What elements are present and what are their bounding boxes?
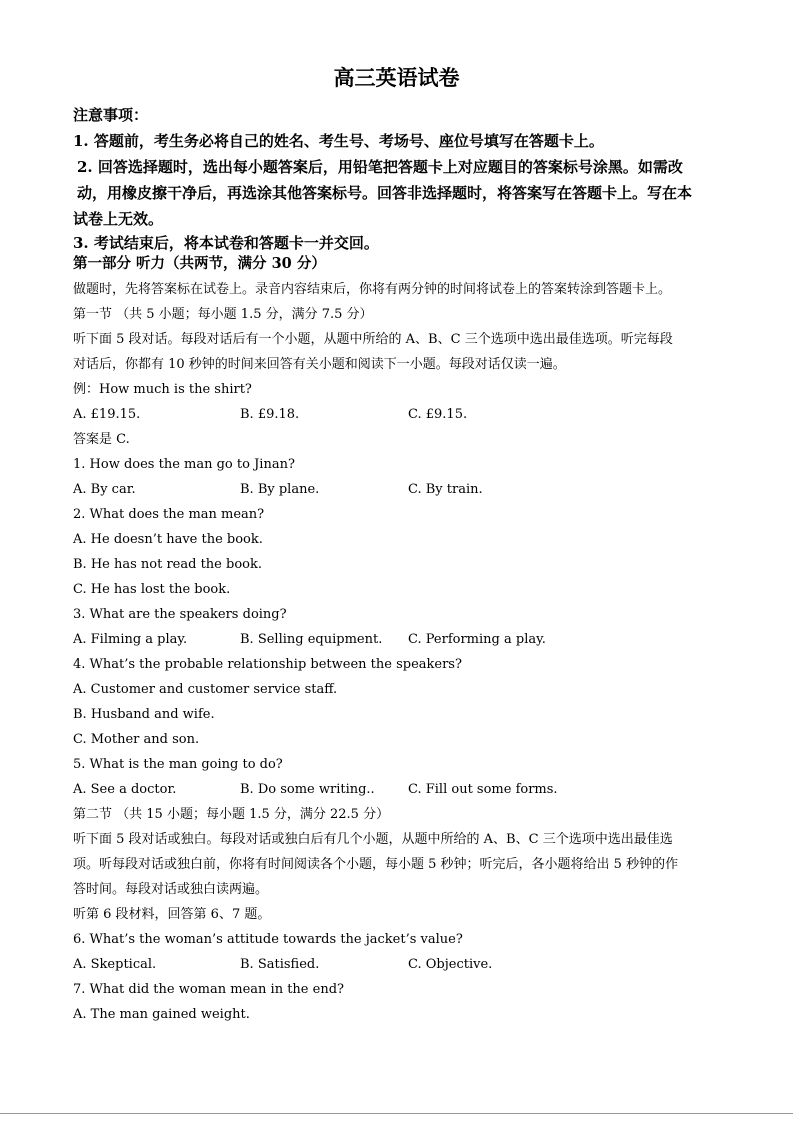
notice-item-2-end: 试卷上无效。 — [73, 210, 164, 228]
q1-option-b: B. By plane. — [240, 482, 320, 497]
q4-option-a: A. Customer and customer service staff. — [73, 682, 338, 697]
q3-option-c: C. Performing a play. — [408, 632, 546, 647]
q2-option-a: A. He doesn’t have the book. — [73, 532, 263, 547]
q4-option-b: B. Husband and wife. — [73, 707, 215, 722]
q2-option-b: B. He has not read the book. — [73, 557, 262, 572]
section2-instructions-1: 听下面 5 段对话或独白。每段对话或独白后有几个小题，从题中所给的 A、B、C 三个选项中选出最佳选 — [73, 832, 673, 847]
notice-heading: 注意事项： — [73, 106, 149, 124]
part1-heading: 第一部分 听力（共两节，满分 30 分） — [73, 255, 326, 272]
example-option-c: C. £9.15. — [408, 407, 468, 422]
q1-option-a: A. By car. — [73, 482, 136, 497]
q6-option-b: B. Satisfied. — [240, 957, 320, 972]
notice-item-3: 3. 考试结束后，将本试卷和答题卡一并交回。 — [73, 234, 379, 252]
q5-option-a: A. See a doctor. — [73, 782, 177, 797]
section2-instructions-3: 答时间。每段对话或独白读两遍。 — [73, 882, 269, 897]
footer-divider — [0, 1113, 793, 1114]
question-7: 7. What did the woman mean in the end? — [73, 982, 344, 997]
q6-option-c: C. Objective. — [408, 957, 493, 972]
question-4: 4. What’s the probable relationship between the speakers? — [73, 657, 462, 672]
q7-option-a: A. The man gained weight. — [73, 1007, 250, 1022]
example-option-b: B. £9.18. — [240, 407, 300, 422]
notice-item-2-cont: 动，用橡皮擦干净后，再选涂其他答案标号。回答非选择题时，将答案写在答题卡上。写在本 — [77, 184, 693, 202]
q3-option-a: A. Filming a play. — [73, 632, 188, 647]
question-1: 1. How does the man go to Jinan? — [73, 457, 295, 472]
question-2: 2. What does the man mean? — [73, 507, 265, 522]
page-title: 高三英语试卷 — [333, 65, 460, 90]
q2-option-c: C. He has lost the book. — [73, 582, 231, 597]
section1-heading: 第一节 （共 5 小题；每小题 1.5 分，满分 7.5 分） — [73, 307, 373, 322]
example-question: 例：How much is the shirt? — [73, 382, 252, 397]
example-option-a: A. £19.15. — [73, 407, 141, 422]
material-6-note: 听第 6 段材料，回答第 6、7 题。 — [73, 907, 271, 922]
q3-option-b: B. Selling equipment. — [240, 632, 383, 647]
q4-option-c: C. Mother and son. — [73, 732, 200, 747]
question-5: 5. What is the man going to do? — [73, 757, 283, 772]
section1-instructions-1: 听下面 5 段对话。每段对话后有一个小题，从题中所给的 A、B、C 三个选项中选出最佳选项。听完每段 — [73, 332, 673, 347]
q5-option-c: C. Fill out some forms. — [408, 782, 558, 797]
part1-intro: 做题时，先将答案标在试卷上。录音内容结束后，你将有两分钟的时间将试卷上的答案转涂到答题卡上。 — [73, 282, 672, 297]
q6-option-a: A. Skeptical. — [73, 957, 157, 972]
q5-option-b: B. Do some writing.. — [240, 782, 375, 797]
section2-instructions-2: 项。听每段对话或独白前，你将有时间阅读各个小题，每小题 5 秒钟；听完后，各小题将给出 5 秒钟的作 — [73, 857, 679, 872]
question-6: 6. What’s the woman’s attitude towards the jacket’s value? — [73, 932, 463, 947]
question-3: 3. What are the speakers doing? — [73, 607, 287, 622]
notice-item-1: 1. 答题前，考生务必将自己的姓名、考生号、考场号、座位号填写在答题卡上。 — [73, 132, 604, 150]
example-answer: 答案是 C. — [73, 432, 130, 447]
section2-heading: 第二节 （共 15 小题；每小题 1.5 分，满分 22.5 分） — [73, 807, 390, 822]
section1-instructions-2: 对话后，你都有 10 秒钟的时间来回答有关小题和阅读下一小题。每段对话仅读一遍。 — [73, 357, 566, 372]
q1-option-c: C. By train. — [408, 482, 483, 497]
notice-item-2: 2. 回答选择题时，选出每小题答案后，用铅笔把答题卡上对应题目的答案标号涂黑。如需改 — [77, 158, 683, 176]
